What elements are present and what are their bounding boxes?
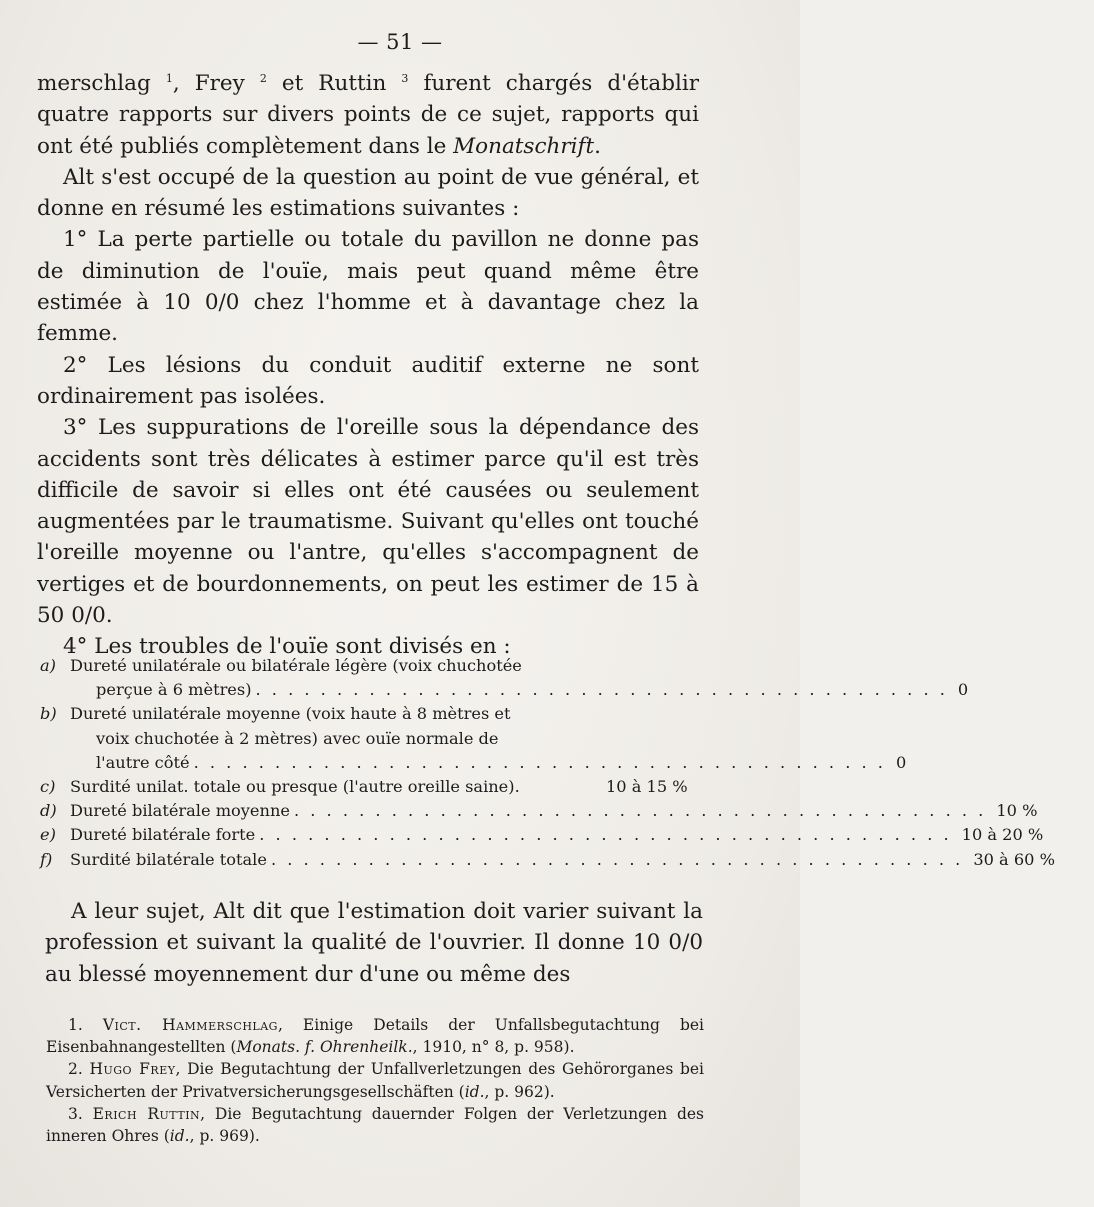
row-letter: d) [40, 801, 57, 821]
footnote-text: , Die Begutachtung dauernder Folgen der Verletzungen des inneren Ohres ( [46, 1104, 705, 1146]
closing-paragraph [45, 896, 703, 990]
paragraph-point-4: 4° Les troubles de l'ouïe sont divisés en : [63, 634, 511, 660]
paragraph-continuation [37, 68, 699, 162]
table-row [40, 799, 1038, 823]
dot-leader: . . . . . . . . . . . . . . . . . . . . . . . . . . . . . . . . . . . . . . . . . . . [193, 752, 886, 772]
page-number: — 51 — [357, 30, 443, 54]
row-value: 0 [957, 680, 969, 700]
paragraph-point-1: 1° La perte partielle ou totale du pavillon ne donne pas de diminution de l'ouïe, mais peut quand même être estimée à 10 0/0 chez l'homme et à davantage chez la femme. [37, 227, 699, 347]
paragraph-alt: Alt s'est occupé de la question au point de vue général, et donne en résumé les estimations suivantes : [37, 164, 699, 222]
dot-leader: . . . . . . . . . . . . . . . . . . . . . . . . . . . . . . . . . . . . . . . . . . . [293, 801, 987, 821]
table-row [40, 702, 907, 775]
footnote-ref: , p. 969). [189, 1127, 260, 1146]
paragraph-point-3: 3° Les suppurations de l'oreille sous la dépendance des accidents sont très délicates à estimer parce qu'il est très difficile de savoir si elles ont été causées ou seulement augmentées par le traumatisme. Suivant qu'elles ont touché l'oreille moyenne ou l'antre, qu'elles s'accompagnent de vertiges et de bourdonnements, on peut les estimer de 15 à 50 0/0. [37, 415, 699, 629]
text-run: , Frey [172, 71, 260, 96]
paragraph-point-2: 2° Les lésions du conduit auditif externe ne sont ordinairement pas isolées. [37, 352, 699, 409]
footnote-number: 2. [68, 1060, 90, 1079]
footnote-text: , Einige Details der Unfallsbegutachtung bei Eisenbahnangestellten ( [46, 1016, 704, 1057]
table-row [40, 775, 704, 799]
text-run: furent chargés d'établir quatre rapports sur divers points de ce sujet, rapports qui ont été publiés complètement dans le [37, 71, 700, 159]
row-letter: a) [40, 656, 56, 675]
footnote-text: , Die Begutachtung der Unfallverletzungen des Gehörorganes bei Versicherten der Privatversicherungsgesellschäften ( [46, 1060, 704, 1101]
footnote-author: Vict. Hammerschlag [102, 1016, 278, 1034]
footnote-ref: , 1910, n° 8, p. 958). [412, 1038, 575, 1057]
row-letter: e) [40, 825, 56, 845]
row-value: 0 [895, 752, 907, 772]
footnote-number: 3. [68, 1104, 93, 1123]
row-letter: f) [40, 849, 53, 869]
footnote-number: 1. [68, 1016, 103, 1034]
row-label: Dureté bilatérale forte [70, 825, 256, 845]
footnotes [46, 1014, 704, 1147]
text-run: merschlag [37, 71, 166, 96]
footnote-1 [46, 1014, 704, 1058]
row-value: 10 à 15 % [606, 777, 688, 797]
dot-leader [524, 775, 596, 799]
footnote-ref-2: 2 [259, 71, 267, 85]
table-row [40, 823, 1044, 847]
row-label: Surdité unilat. totale ou presque (l'autre oreille saine). [70, 777, 520, 797]
dot-leader: . . . . . . . . . . . . . . . . . . . . . . . . . . . . . . . . . . . . . . . . . . . [259, 825, 952, 845]
footnote-ibid: id. [169, 1127, 190, 1146]
footnote-ibid: id. [464, 1082, 485, 1101]
row-letter: c) [40, 777, 56, 797]
row-value: 30 à 60 % [973, 849, 1055, 869]
footnote-3 [46, 1103, 704, 1147]
body-text [37, 68, 699, 663]
row-value: 10 % [996, 801, 1038, 821]
dot-leader: . . . . . . . . . . . . . . . . . . . . . . . . . . . . . . . . . . . . . . . . . . . [270, 849, 964, 869]
footnote-2 [46, 1058, 704, 1102]
row-label: l'autre côté [96, 752, 190, 772]
footnote-ref-3: 3 [401, 71, 409, 85]
dot-leader: . . . . . . . . . . . . . . . . . . . . . . . . . . . . . . . . . . . . . . . . . . . [255, 680, 948, 700]
table-row [40, 848, 1055, 872]
row-value: 10 à 20 % [961, 825, 1044, 845]
paragraph-closing: A leur sujet, Alt dit que l'estimation doit varier suivant la profession et suivant la qualité de l'ouvrier. Il donne 10 0/0 au blessé moyennement dur d'une ou même des [45, 899, 703, 987]
row-label: Dureté bilatérale moyenne [70, 801, 290, 821]
row-letter: b) [40, 704, 57, 724]
row-label: voix chuchotée à 2 mètres) avec ouïe normale de [96, 728, 499, 748]
footnote-journal: Monats. f. Ohrenheilk. [236, 1038, 413, 1057]
footnote-ref: , p. 962). [484, 1082, 555, 1101]
estimation-table [40, 654, 1055, 872]
row-label: perçue à 6 mètres) [96, 680, 252, 700]
journal-title: Monatschrift [453, 133, 595, 159]
text-run: . [594, 133, 601, 159]
table-row [40, 654, 969, 702]
row-label: Dureté unilatérale moyenne (voix haute à 8 mètres et [70, 704, 511, 724]
text-run: et Ruttin [266, 71, 402, 96]
footnote-author: Hugo Frey [89, 1060, 176, 1079]
footnote-ref-1: 1 [165, 71, 173, 85]
footnote-author: Erich Ruttin [92, 1104, 201, 1123]
row-label: Surdité bilatérale totale [70, 849, 267, 869]
row-label: Dureté unilatérale ou bilatérale légère (voix chuchotée [70, 656, 522, 675]
